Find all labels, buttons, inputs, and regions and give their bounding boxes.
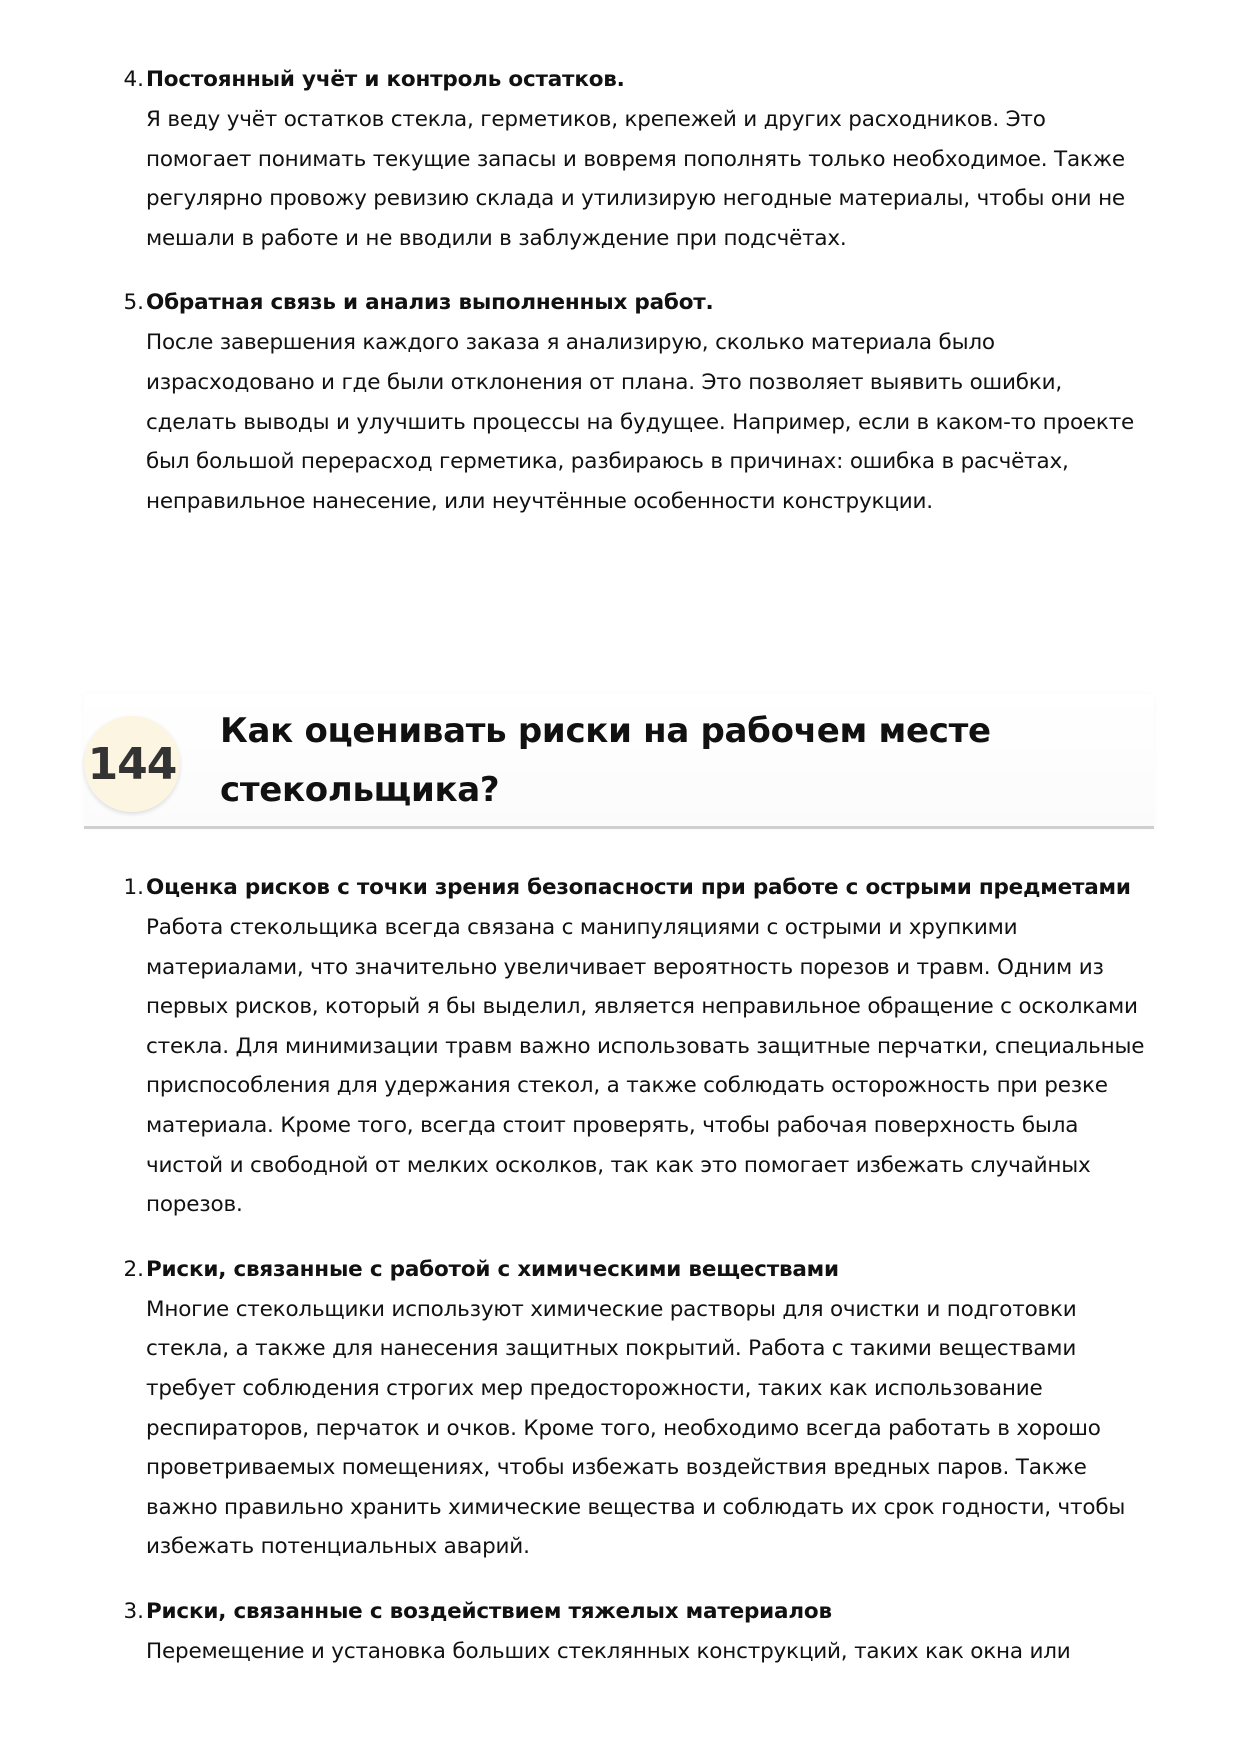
list-item-body: Работа стекольщика всегда связана с манипуляциями с острыми и хрупкими материалами, что значительно увеличивает вероятность порезов и травм. Одним из первых рисков, который я бы выделил, является неправильное обращение с осколками стекла. Для минимизации травм важно использовать защитные перчатки, специальные приспособления для удержания стекол, а также соблюдать осторожность при резке материала. Кроме того, всегда стоит проверять, чтобы рабочая поверхность была чистой и свободной от мелких осколков, так как это помогает избежать случайных порезов.	[146, 915, 1145, 1218]
list-item	[0, 1592, 1156, 1672]
list-item-title: Обратная связь и анализ выполненных работ.	[146, 290, 714, 316]
list-item	[0, 60, 1156, 258]
list-item-title: Постоянный учёт и контроль остатков.	[146, 67, 625, 92]
list-item-body: Я веду учёт остатков стекла, герметиков, крепежей и других расходников. Это помогает понимать текущие запасы и вовремя пополнять только необходимое. Также регулярно провожу ревизию склада и утилизирую негодные материалы, чтобы они не мешали в работе и не вводили в заблуждение при подсчётах.	[146, 107, 1125, 251]
list-item-title: Риски, связанные с воздействием тяжелых материалов	[146, 1598, 832, 1624]
list-item-number: 1.	[123, 875, 144, 900]
list-item-number: 2.	[123, 1256, 144, 1282]
list-item-title: Оценка рисков с точки зрения безопасности при работе с острыми предметами	[146, 875, 1131, 900]
question-title: Как оценивать риски на рабочем месте стекольщика?	[220, 711, 991, 810]
list-item	[0, 283, 1156, 521]
question-header	[84, 694, 1154, 830]
list-item-body: Перемещение и установка больших стеклянных конструкций, таких как окна или	[146, 1638, 1071, 1664]
list-item	[0, 868, 1156, 1225]
list-item-body: Многие стекольщики используют химические растворы для очистки и подготовки стекла, а также для нанесения защитных покрытий. Работа с такими веществами требует соблюдения строгих мер предосторожности, таких как использование респираторов, перчаток и очков. Кроме того, необходимо всегда работать в хорошо проветриваемых помещениях, чтобы избежать воздействия вредных паров. Также важно правильно хранить химические вещества и соблюдать их срок годности, чтобы избежать потенциальных аварий.	[146, 1296, 1126, 1560]
list-item-title: Риски, связанные с работой с химическими веществами	[146, 1256, 839, 1282]
list-item-number: 3.	[123, 1598, 144, 1624]
list-item	[0, 1250, 1156, 1567]
list-item-number: 5.	[123, 290, 144, 316]
list-item-number: 4.	[123, 67, 144, 92]
numbered-list-continued	[0, 60, 1156, 521]
list-item-body: После завершения каждого заказа я анализирую, сколько материала было израсходовано и где были отклонения от плана. Это позволяет выявить ошибки, сделать выводы и улучшить процессы на будущее. Например, если в каком-то проекте был большой перерасход герметика, разбираюсь в причинах: ошибка в расчётах, неправильное нанесение, или неучтённые особенности конструкции.	[146, 330, 1135, 514]
numbered-list-answer	[0, 868, 1156, 1672]
question-number-badge: 144	[84, 716, 180, 812]
